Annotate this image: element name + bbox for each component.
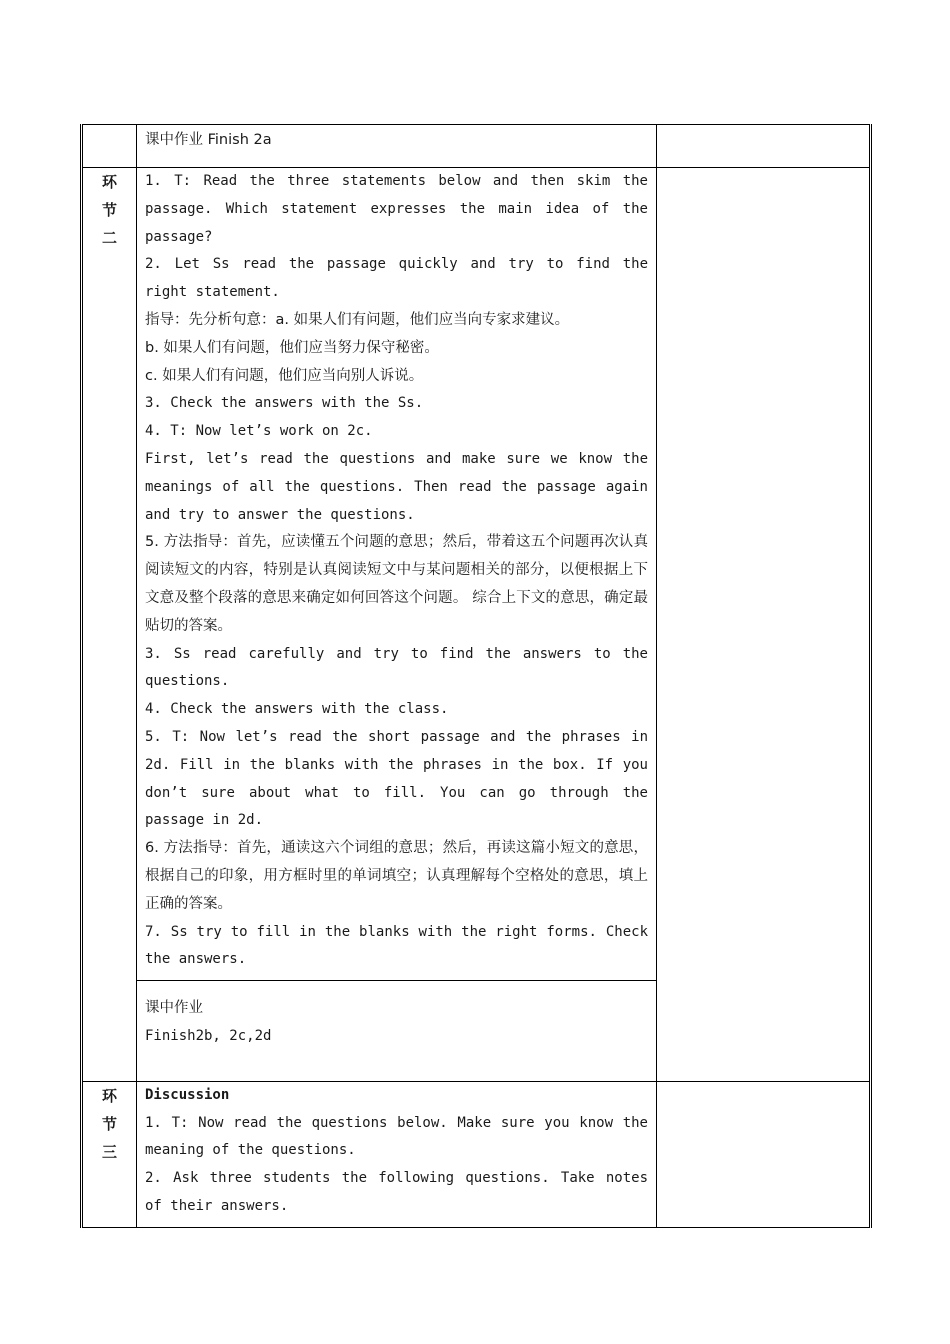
discussion-heading: Discussion bbox=[145, 1086, 230, 1103]
step-line: 5. 方法指导：首先，应读懂五个问题的意思；然后，带着这五个问题再次认真阅读短文的内容，特别是认真阅读短文中与某问题相关的部分，以便根据上下文意及整个段落的意思来确定如何回答这个问题。 综合上下文的意思，确定最贴切的答案。 bbox=[145, 534, 648, 634]
section3-label-cell bbox=[82, 1081, 137, 1227]
section2-content-cell bbox=[137, 168, 657, 1082]
homework-title: 课中作业 bbox=[145, 1000, 203, 1017]
step-line: 4. Check the answers with the class. bbox=[145, 701, 449, 718]
row1-notes-cell bbox=[657, 125, 871, 168]
section2-label-char-3: 二 bbox=[101, 229, 117, 247]
step-line: 4. T: Now let’s work on 2c. bbox=[145, 423, 373, 440]
section2-steps bbox=[137, 168, 656, 981]
homework-2a-text: 课中作业 Finish 2a bbox=[145, 132, 272, 148]
section2-homework bbox=[137, 981, 656, 1081]
section2-label-char-1: 环 bbox=[101, 173, 117, 191]
section3-label-char-3: 三 bbox=[101, 1142, 117, 1161]
step-line: 3. Check the answers with the Ss. bbox=[145, 395, 424, 412]
section3-notes-cell bbox=[657, 1081, 871, 1227]
section2-label bbox=[83, 168, 136, 252]
section3-label-char-2: 节 bbox=[101, 1114, 117, 1133]
step-line: 6. 方法指导：首先，通读这六个词组的意思；然后，再读这篇小短文的意思，根据自己的印象，用方框时里的单词填空；认真理解每个空格处的意思，填上正确的答案。 bbox=[145, 840, 648, 912]
step-line: 3. Ss read carefully and try to find the answers to the questions. bbox=[145, 645, 648, 690]
row-section-2 bbox=[82, 168, 871, 1082]
step-line: First, let’s read the questions and make sure we know the meanings of all the questions. Then read the passage again and try to answer the questions. bbox=[145, 450, 648, 523]
step-line: 1. T: Now read the questions below. Make sure you know the meaning of the questions. bbox=[145, 1114, 648, 1159]
section3-label bbox=[83, 1082, 136, 1166]
step-line: 5. T: Now let’s read the short passage and the phrases in 2d. Fill in the blanks with the phrases in the box. If you don’t sure about what to fill. You can go through the passage in 2d. bbox=[145, 728, 648, 829]
section2-label-cell bbox=[82, 168, 137, 1082]
step-line: 2. Let Ss read the passage quickly and try to find the right statement. bbox=[145, 256, 648, 301]
lesson-plan-table bbox=[80, 124, 872, 1228]
step-line: c. 如果人们有问题，他们应当向别人诉说。 bbox=[145, 367, 424, 384]
homework-text: Finish2b, 2c,2d bbox=[145, 1027, 272, 1044]
row-section-3 bbox=[82, 1081, 871, 1227]
row1-label-cell bbox=[82, 125, 137, 168]
step-line: 2. Ask three students the following questions. Take notes of their answers. bbox=[145, 1170, 648, 1214]
section3-content-cell bbox=[137, 1081, 657, 1227]
row1-content-cell bbox=[137, 125, 657, 168]
lesson-plan-sheet bbox=[80, 124, 869, 1228]
section2-label-char-2: 节 bbox=[101, 201, 117, 219]
row-homework-2a bbox=[82, 125, 871, 168]
section3-steps bbox=[137, 1082, 656, 1227]
section2-notes-cell bbox=[657, 168, 871, 1082]
step-line: 7. Ss try to fill in the blanks with the right forms. Check the answers. bbox=[145, 923, 648, 968]
step-line: 1. T: Read the three statements below and then skim the passage. Which statement expresses the main idea of the passage? bbox=[145, 173, 648, 245]
step-line: 指导：先分析句意：a. 如果人们有问题，他们应当向专家求建议。 bbox=[145, 311, 570, 328]
step-line: b. 如果人们有问题，他们应当努力保守秘密。 bbox=[145, 339, 439, 356]
section3-label-char-1: 环 bbox=[101, 1086, 117, 1105]
